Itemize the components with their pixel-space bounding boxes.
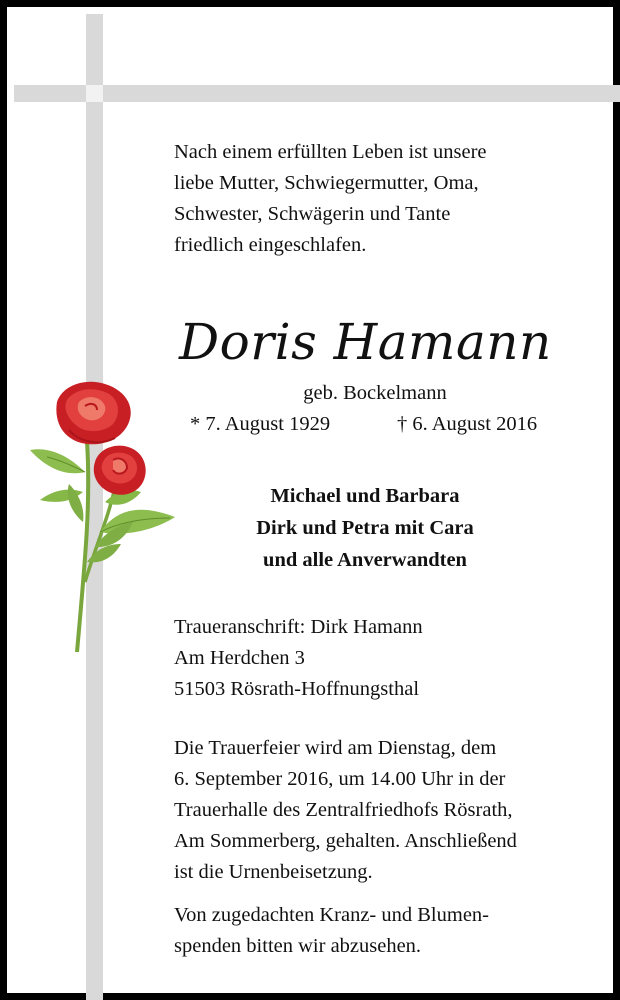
- address-line: Traueranschrift: Dirk Hamann: [174, 616, 423, 638]
- service-line: Trauerhalle des Zentralfriedhofs Rösrath,: [174, 799, 513, 821]
- service-line: ist die Urnenbeisetzung.: [174, 861, 373, 883]
- red-rose-icon: [25, 372, 185, 662]
- service-line: Die Trauerfeier wird am Dienstag, dem: [174, 737, 497, 759]
- intro-line: liebe Mutter, Schwiegermutter, Oma,: [174, 172, 479, 194]
- mourner-line: und alle Anverwandten: [263, 549, 467, 571]
- address-line: 51503 Rösrath-Hoffnungsthal: [174, 678, 420, 700]
- cross-bar: [14, 85, 620, 102]
- flower-request: [174, 900, 489, 962]
- intro-line: friedlich eingeschlafen.: [174, 234, 367, 256]
- birth-date: * 7. August 1929: [190, 413, 331, 435]
- funeral-service-info: [174, 733, 517, 888]
- mourner-line: Michael und Barbara: [270, 485, 460, 507]
- born-name-text: geb. Bockelmann: [303, 382, 447, 404]
- request-line: spenden bitten wir abzusehen.: [174, 935, 422, 957]
- cross-center: [86, 85, 103, 102]
- intro-line: Nach einem erfüllten Leben ist unsere: [174, 141, 487, 163]
- death-date: † 6. August 2016: [397, 413, 538, 435]
- address-line: Am Herdchen 3: [174, 647, 305, 669]
- service-line: 6. September 2016, um 14.00 Uhr in der: [174, 768, 506, 790]
- service-line: Am Sommerberg, gehalten. Anschließend: [174, 830, 517, 852]
- intro-line: Schwester, Schwägerin und Tante: [174, 203, 451, 225]
- mourning-address: [174, 612, 423, 705]
- mourners-list: [185, 480, 545, 576]
- deceased-name: Doris Hamann: [179, 313, 552, 371]
- born-name: [7, 378, 620, 409]
- request-line: Von zugedachten Kranz- und Blumen-: [174, 904, 489, 926]
- mourner-line: Dirk und Petra mit Cara: [256, 517, 474, 539]
- intro-text: [174, 137, 487, 261]
